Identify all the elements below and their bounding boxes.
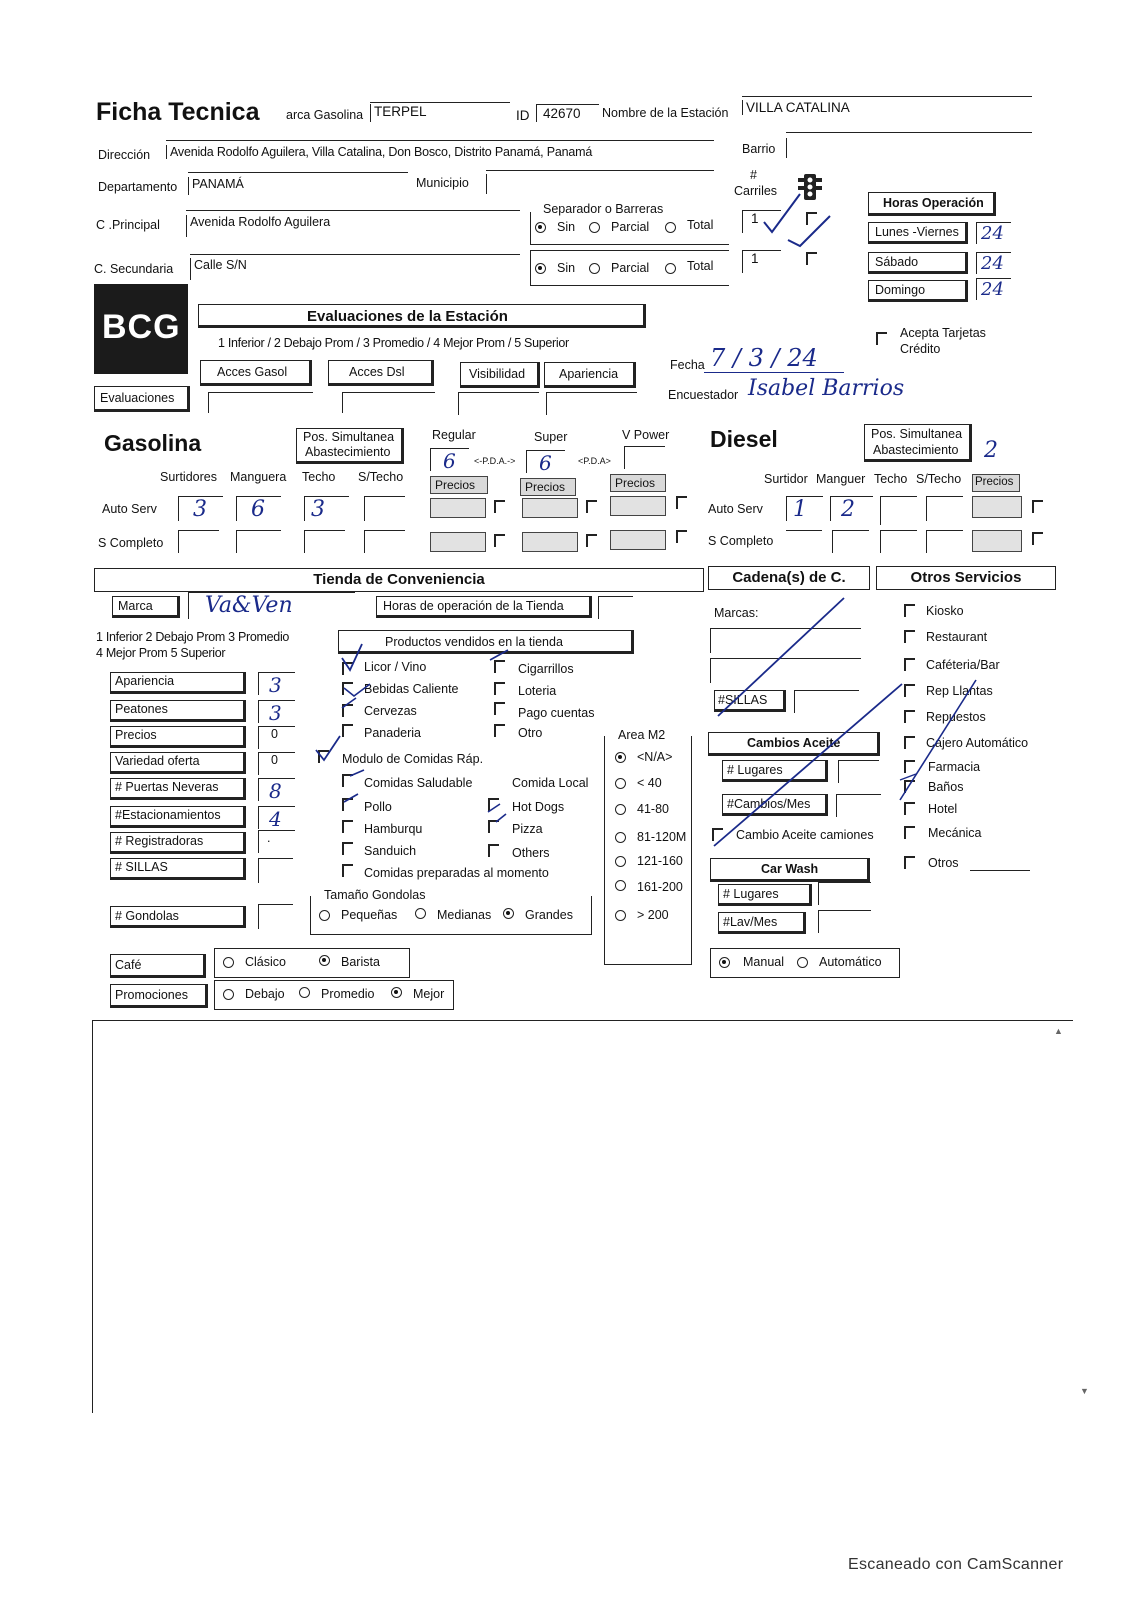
carwash-lugares-field[interactable] bbox=[818, 882, 871, 905]
cajero-label: Cajero Automático bbox=[926, 736, 1029, 750]
area-161-200-radio[interactable] bbox=[615, 880, 626, 891]
otros-checkbox[interactable] bbox=[904, 856, 915, 869]
rating-variedad-oferta: Variedad oferta bbox=[110, 752, 246, 774]
auto-regular-check[interactable] bbox=[494, 500, 505, 513]
cadena-title-bar: Cadena(s) de C. bbox=[708, 566, 870, 590]
rating-sillas-field[interactable] bbox=[258, 858, 293, 883]
sc-regular-check[interactable] bbox=[494, 534, 505, 547]
area-41-80-radio[interactable] bbox=[615, 804, 626, 815]
credito-label: Crédito bbox=[900, 342, 941, 356]
panaderia-label: Panaderia bbox=[364, 726, 421, 740]
rating-gondolas: # Gondolas bbox=[110, 906, 246, 928]
lav-mes-field[interactable] bbox=[818, 910, 871, 933]
s-completo-label: S Completo bbox=[98, 536, 164, 550]
sc-precio-super[interactable] bbox=[522, 532, 578, 552]
repuestos-label: Repuestos bbox=[926, 710, 986, 724]
lunes-viernes-field[interactable]: 24 bbox=[976, 222, 1011, 244]
stecho-header: S/Techo bbox=[358, 470, 404, 484]
area-81-120-radio[interactable] bbox=[615, 832, 626, 843]
comidas-preparadas-checkbox[interactable] bbox=[342, 864, 353, 877]
carriles-secundaria-check[interactable] bbox=[806, 252, 817, 265]
parcial-radio-secundaria[interactable] bbox=[589, 263, 600, 274]
auto-manguera-field[interactable]: 6 bbox=[236, 496, 281, 521]
acepta-tarjetas-check[interactable] bbox=[876, 332, 887, 345]
area-161-200-label: 161-200 bbox=[637, 880, 683, 894]
tienda-scale-2: 4 Mejor Prom 5 Superior bbox=[96, 646, 226, 660]
visibilidad-label: Visibilidad bbox=[460, 362, 540, 388]
mecanica-label: Mecánica bbox=[928, 826, 982, 840]
rating-gondolas-field[interactable] bbox=[258, 904, 293, 929]
precios-vpower-header: Precios bbox=[610, 474, 666, 492]
surtidor-header: Surtidor bbox=[764, 472, 808, 486]
area-40-radio[interactable] bbox=[615, 778, 626, 789]
cigarrillos-label: Cigarrillos bbox=[518, 662, 574, 676]
municipio-label: Municipio bbox=[416, 176, 469, 190]
total-label: Total bbox=[687, 259, 714, 273]
rating-peatones: Peatones bbox=[110, 700, 246, 722]
area-81-120-label: 81-120M bbox=[637, 830, 687, 844]
carwash-lugares-label: # Lugares bbox=[718, 884, 812, 906]
handwritten-check-mark bbox=[760, 188, 840, 248]
c-secundaria-field[interactable]: Calle S/N bbox=[190, 258, 247, 280]
regular-label: Regular bbox=[432, 428, 476, 442]
rating-estacionamientos: #Estacionamientos bbox=[110, 806, 246, 828]
grandes-radio[interactable] bbox=[503, 908, 514, 919]
evaluaciones-scale: 1 Inferior / 2 Debajo Prom / 3 Promedio / 4 Mejor Prom / 5 Superior bbox=[218, 336, 569, 350]
auto-surtidores-field[interactable]: 3 bbox=[178, 496, 223, 521]
automatico-label: Automático bbox=[819, 955, 882, 969]
acces-gasol-label: Acces Gasol bbox=[200, 360, 312, 386]
kiosko-checkbox[interactable] bbox=[904, 604, 915, 617]
auto-precio-vpower[interactable] bbox=[610, 496, 666, 516]
area-200-label: > 200 bbox=[637, 908, 669, 922]
carwash-type-group bbox=[710, 948, 900, 978]
mecanica-checkbox[interactable] bbox=[904, 826, 915, 839]
cafe-clasico-label: Clásico bbox=[245, 955, 286, 969]
otros-servicios-title-bar: Otros Servicios bbox=[876, 566, 1056, 590]
medianas-radio[interactable] bbox=[415, 908, 426, 919]
sabado-field[interactable]: 24 bbox=[976, 252, 1011, 274]
diesel-auto-stecho-field[interactable] bbox=[926, 496, 963, 521]
acces-dsl-label: Acces Dsl bbox=[328, 360, 434, 386]
pda-label-2: <P.D.A> bbox=[578, 456, 611, 466]
scroll-up-icon: ▲ bbox=[1054, 1026, 1063, 1036]
cambio-aceite-camiones-label: Cambio Aceite camiones bbox=[736, 828, 874, 842]
rating-estacionamientos-field[interactable]: 4 bbox=[258, 806, 295, 829]
diesel-auto-precio[interactable] bbox=[972, 496, 1022, 518]
c-principal-field[interactable]: Avenida Rodolfo Aguilera bbox=[186, 215, 330, 237]
auto-super-check[interactable] bbox=[586, 500, 597, 513]
sc-techo-field[interactable] bbox=[304, 530, 345, 553]
comidas-preparadas-label: Comidas preparadas al momento bbox=[364, 866, 549, 880]
tienda-horas-field[interactable] bbox=[598, 596, 633, 619]
otro-label: Otro bbox=[518, 726, 543, 740]
notes-area[interactable] bbox=[92, 1020, 1073, 1413]
tamano-gondolas-title: Tamaño Gondolas bbox=[324, 888, 426, 902]
diesel-sc-precio[interactable] bbox=[972, 530, 1022, 552]
promo-debajo-radio[interactable] bbox=[223, 989, 234, 1000]
cafeteria-checkbox[interactable] bbox=[904, 658, 915, 671]
diesel-sc-manguer-field[interactable] bbox=[832, 530, 869, 553]
vpower-field[interactable] bbox=[624, 446, 665, 469]
pequenas-radio[interactable] bbox=[319, 910, 330, 921]
sc-vpower-check[interactable] bbox=[676, 530, 687, 543]
hamburguesa-label: Hamburqu bbox=[364, 822, 423, 836]
sc-super-check[interactable] bbox=[586, 534, 597, 547]
comida-local-label: Comida Local bbox=[512, 776, 589, 790]
restaurant-checkbox[interactable] bbox=[904, 630, 915, 643]
apariencia-eval-label: Apariencia bbox=[544, 362, 636, 388]
tienda-horas-label: Horas de operación de la Tienda bbox=[376, 596, 592, 618]
cafeteria-label: Caféteria/Bar bbox=[926, 658, 1000, 672]
tienda-scale-1: 1 Inferior 2 Debajo Prom 3 Promedio bbox=[96, 630, 290, 644]
marca-gasolina-label: arca Gasolina bbox=[286, 108, 364, 122]
area-121-160-radio[interactable] bbox=[615, 856, 626, 867]
domingo-label: Domingo bbox=[868, 280, 968, 302]
loteria-label: Loteria bbox=[518, 684, 557, 698]
tienda-marca-field[interactable]: Va&Ven bbox=[188, 592, 355, 619]
rating-precios-field[interactable]: 0 bbox=[258, 726, 295, 749]
bcg-logo: BCG bbox=[94, 284, 188, 374]
area-41-80-label: 41-80 bbox=[637, 802, 669, 816]
area-m2-title: Area M2 bbox=[618, 728, 666, 742]
rating-puertas-neveras: # Puertas Neveras bbox=[110, 778, 246, 800]
banos-label: Baños bbox=[928, 780, 964, 794]
area-200-radio[interactable] bbox=[615, 910, 626, 921]
carriles-secundaria-field[interactable]: 1 bbox=[742, 250, 781, 273]
rating-precios: Precios bbox=[110, 726, 246, 748]
super-field[interactable]: 6 bbox=[526, 450, 565, 473]
manguera-header: Manguera bbox=[230, 470, 287, 484]
rating-puertas-neveras-field[interactable]: 8 bbox=[258, 778, 295, 801]
others-label: Others bbox=[512, 846, 550, 860]
lav-mes-label: #Lav/Mes bbox=[718, 912, 806, 934]
id-field[interactable]: 42670 bbox=[536, 104, 599, 122]
separador-label: Separador o Barreras bbox=[543, 202, 664, 216]
area-na-radio[interactable] bbox=[615, 752, 626, 763]
diesel-sc-techo-field[interactable] bbox=[880, 530, 917, 553]
cervezas-label: Cervezas bbox=[364, 704, 417, 718]
pizza-label: Pizza bbox=[512, 822, 543, 836]
parcial-label: Parcial bbox=[611, 261, 650, 275]
cadena-sillas-label: #SILLAS bbox=[714, 690, 786, 712]
diesel-precios-header: Precios bbox=[972, 474, 1020, 492]
total-radio-principal[interactable] bbox=[665, 222, 676, 233]
camscanner-watermark: Escaneado con CamScanner bbox=[848, 1556, 1064, 1573]
barrio-label: Barrio bbox=[742, 142, 776, 156]
parcial-radio-principal[interactable] bbox=[589, 222, 600, 233]
diesel-pos-field[interactable]: 2 bbox=[984, 438, 998, 463]
separador-group-principal bbox=[530, 212, 729, 245]
lunes-viernes-label: Lunes -Viernes bbox=[868, 222, 968, 244]
encuestador-field[interactable]: Isabel Barrios bbox=[748, 376, 905, 401]
regular-field[interactable]: 6 bbox=[430, 448, 469, 471]
direccion-field[interactable]: Avenida Rodolfo Aguilera, Villa Catalina, Don Bosco, Distrito Panamá, Panamá bbox=[166, 145, 592, 159]
diesel-pos-simultanea: Pos. Simultanea Abastecimiento bbox=[864, 424, 972, 462]
pollo-label: Pollo bbox=[364, 800, 392, 814]
cambios-mes-label: #Cambios/Mes bbox=[722, 794, 828, 816]
vpower-label: V Power bbox=[622, 428, 670, 442]
encuestador-label: Encuestador bbox=[668, 388, 739, 402]
hotel-label: Hotel bbox=[928, 802, 958, 816]
diesel-stecho-header: S/Techo bbox=[916, 472, 962, 486]
acces-dsl-field[interactable] bbox=[342, 392, 435, 413]
total-label: Total bbox=[687, 218, 714, 232]
sin-radio-principal[interactable] bbox=[535, 222, 546, 233]
fecha-field[interactable]: 7 / 3 / 24 bbox=[710, 344, 818, 372]
farmacia-label: Farmacia bbox=[928, 760, 981, 774]
surtidores-header: Surtidores bbox=[160, 470, 217, 484]
departamento-field[interactable]: PANAMÁ bbox=[188, 177, 244, 195]
domingo-field[interactable]: 24 bbox=[976, 278, 1011, 300]
rating-peatones-field[interactable]: 3 bbox=[258, 700, 295, 723]
station-name-label: Nombre de la Estación bbox=[602, 106, 729, 120]
medianas-label: Medianas bbox=[437, 908, 492, 922]
tienda-marca-label: Marca bbox=[112, 596, 180, 618]
promo-debajo-label: Debajo bbox=[245, 987, 285, 1001]
handwritten-strike-otros bbox=[860, 676, 980, 806]
automatico-radio[interactable] bbox=[797, 957, 808, 968]
diesel-sc-stecho-field[interactable] bbox=[926, 530, 963, 553]
promo-promedio-radio[interactable] bbox=[299, 987, 310, 998]
otros-label: Otros bbox=[928, 856, 959, 870]
sc-precio-regular[interactable] bbox=[430, 532, 486, 552]
rep-llantas-label: Rep Llantas bbox=[926, 684, 993, 698]
direccion-label: Dirección bbox=[98, 148, 151, 162]
sin-label: Sin bbox=[557, 220, 576, 234]
acepta-tarjetas-label: Acepta Tarjetas bbox=[900, 326, 986, 340]
cafe-group bbox=[214, 948, 410, 978]
techo-header: Techo bbox=[302, 470, 336, 484]
tienda-title-bar: Tienda de Conveniencia bbox=[94, 568, 704, 592]
licor-vino-label: Licor / Vino bbox=[364, 660, 427, 674]
pequenas-label: Pequeñas bbox=[341, 908, 398, 922]
hot-dogs-label: Hot Dogs bbox=[512, 800, 565, 814]
evaluaciones-label: Evaluaciones bbox=[94, 386, 190, 412]
horas-operacion-title: Horas Operación bbox=[868, 192, 996, 216]
apariencia-eval-field[interactable] bbox=[546, 392, 637, 415]
departamento-label: Departamento bbox=[98, 180, 178, 194]
handwritten-product-checks bbox=[310, 636, 550, 846]
promociones-label: Promociones bbox=[110, 984, 208, 1008]
cafe-barista-label: Barista bbox=[341, 955, 380, 969]
auto-serv-label: Auto Serv bbox=[102, 502, 157, 516]
rating-apariencia: Apariencia bbox=[110, 672, 246, 694]
area-121-160-label: 121-160 bbox=[637, 854, 683, 868]
auto-stecho-field[interactable] bbox=[364, 496, 405, 521]
total-radio-secundaria[interactable] bbox=[665, 263, 676, 274]
super-label: Super bbox=[534, 430, 568, 444]
id-label: ID bbox=[516, 108, 530, 123]
page-title: Ficha Tecnica bbox=[96, 98, 260, 126]
area-m2-group bbox=[604, 736, 692, 965]
scroll-down-icon: ▼ bbox=[1080, 1386, 1089, 1396]
cambios-lugares-label: # Lugares bbox=[722, 760, 828, 782]
parcial-label: Parcial bbox=[611, 220, 650, 234]
cafe-label: Café bbox=[110, 954, 206, 978]
sc-stecho-field[interactable] bbox=[364, 530, 405, 553]
manual-radio[interactable] bbox=[719, 957, 730, 968]
separador-group-secundaria bbox=[530, 250, 729, 286]
promociones-group bbox=[214, 980, 454, 1010]
fecha-label: Fecha bbox=[670, 358, 705, 372]
pda-label: <-P.D.A.-> bbox=[474, 456, 516, 466]
rating-sillas: # SILLAS bbox=[110, 858, 246, 880]
rating-apariencia-field[interactable]: 3 bbox=[258, 672, 295, 695]
restaurant-label: Restaurant bbox=[926, 630, 988, 644]
marcas-label: Marcas: bbox=[714, 606, 759, 620]
diesel-techo-header: Techo bbox=[874, 472, 908, 486]
promo-promedio-label: Promedio bbox=[321, 987, 375, 1001]
gasolina-pos-simultanea: Pos. Simultanea Abastecimiento bbox=[296, 428, 404, 464]
otros-field[interactable] bbox=[970, 870, 1030, 871]
auto-techo-field[interactable]: 3 bbox=[304, 496, 349, 521]
car-wash-title: Car Wash bbox=[710, 858, 870, 882]
auto-precio-super[interactable] bbox=[522, 498, 578, 518]
sin-radio-secundaria[interactable] bbox=[535, 263, 546, 274]
grandes-label: Grandes bbox=[525, 908, 573, 922]
rating-registradoras-field[interactable]: . bbox=[258, 830, 295, 853]
c-principal-label: C .Principal bbox=[96, 218, 160, 232]
precios-super-header: Precios bbox=[520, 478, 576, 496]
modulo-comidas-label: Modulo de Comidas Ráp. bbox=[342, 752, 484, 766]
diesel-auto-check[interactable] bbox=[1032, 500, 1043, 513]
rating-variedad-field[interactable]: 0 bbox=[258, 752, 295, 775]
marca-gasolina-field[interactable]: TERPEL bbox=[370, 104, 427, 122]
sc-precio-vpower[interactable] bbox=[610, 530, 666, 550]
station-name-field[interactable]: VILLA CATALINA bbox=[742, 100, 850, 115]
diesel-auto-techo-field[interactable] bbox=[880, 496, 917, 525]
diesel-s-completo-label: S Completo bbox=[708, 534, 774, 548]
carriles-principal-field[interactable]: 1 bbox=[742, 210, 781, 233]
area-na-label: <N/A> bbox=[637, 750, 673, 764]
sabado-label: Sábado bbox=[868, 252, 968, 274]
diesel-auto-manguer-field[interactable]: 2 bbox=[830, 496, 873, 521]
auto-vpower-check[interactable] bbox=[676, 496, 687, 509]
cafe-barista-radio[interactable] bbox=[319, 955, 330, 966]
sanduich-label: Sanduich bbox=[364, 844, 417, 858]
gasolina-title: Gasolina bbox=[104, 430, 202, 456]
c-secundaria-label: C. Secundaria bbox=[94, 262, 174, 276]
diesel-title: Diesel bbox=[710, 426, 778, 452]
manual-label: Manual bbox=[743, 955, 784, 969]
cafe-clasico-radio[interactable] bbox=[223, 957, 234, 968]
promo-mejor-label: Mejor bbox=[413, 987, 445, 1001]
comidas-saludable-label: Comidas Saludable bbox=[364, 776, 473, 790]
auto-precio-regular[interactable] bbox=[430, 498, 486, 518]
sc-manguera-field[interactable] bbox=[236, 530, 281, 553]
sc-surtidores-field[interactable] bbox=[178, 530, 219, 553]
productos-title: Productos vendidos en la tienda bbox=[338, 630, 634, 654]
kiosko-label: Kiosko bbox=[926, 604, 964, 618]
area-40-label: < 40 bbox=[637, 776, 662, 790]
pago-cuentas-label: Pago cuentas bbox=[518, 706, 595, 720]
precios-regular-header: Precios bbox=[430, 476, 488, 494]
manguer-header: Manguer bbox=[816, 472, 866, 486]
evaluaciones-title: Evaluaciones de la Estación bbox=[198, 304, 646, 328]
bebidas-caliente-label: Bebidas Caliente bbox=[364, 682, 459, 696]
diesel-auto-surtidor-field[interactable]: 1 bbox=[786, 496, 823, 521]
promo-mejor-radio[interactable] bbox=[391, 987, 402, 998]
rating-registradoras: # Registradoras bbox=[110, 832, 246, 854]
carriles-label: Carriles bbox=[734, 184, 778, 198]
sin-label: Sin bbox=[557, 261, 576, 275]
acces-gasol-field[interactable] bbox=[208, 392, 313, 413]
cambios-aceite-title: Cambios Aceite bbox=[708, 732, 880, 756]
carriles-label-hash: # bbox=[750, 168, 757, 182]
visibilidad-field[interactable] bbox=[458, 392, 539, 415]
diesel-sc-check[interactable] bbox=[1032, 532, 1043, 545]
diesel-auto-serv-label: Auto Serv bbox=[708, 502, 763, 516]
